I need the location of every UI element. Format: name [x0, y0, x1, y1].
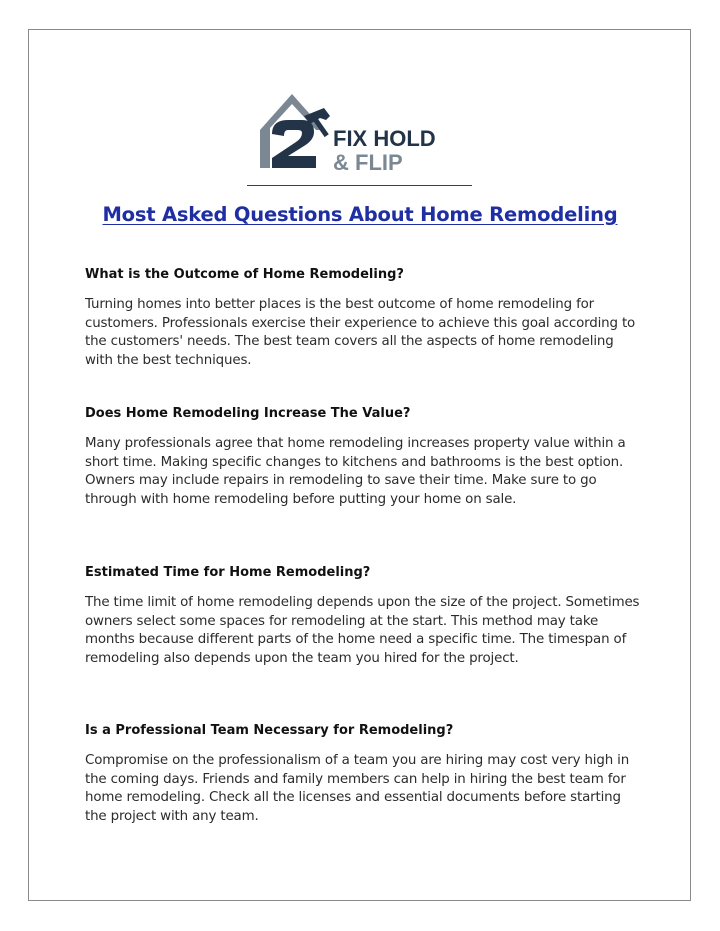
faq-answer: Many professionals agree that home remodeling increases property value within a short time. Making specific changes to kitchens and bathrooms is the best option. Owners may include repairs in remodeling to save their time. Make sure to go through with home remodeling before putting your home on sale.: [85, 436, 626, 507]
faq-item: [85, 564, 645, 668]
faq-question: What is the Outcome of Home Remodeling?: [85, 267, 404, 282]
faq-item: [85, 722, 645, 826]
faq-item: [85, 405, 645, 509]
faq-question: Estimated Time for Home Remodeling?: [85, 565, 371, 580]
faq-item: [85, 266, 645, 370]
faq-answer: Turning homes into better places is the best outcome of home remodeling for customers. Professionals exercise their experience to achieve this goal according to the customers' needs. The best team covers all the aspects of home remodeling with the best techniques.: [85, 297, 636, 368]
logo-text-line1: FIX HOLD: [333, 126, 436, 151]
faq-question: Is a Professional Team Necessary for Remodeling?: [85, 723, 454, 738]
logo: [258, 90, 448, 176]
faq-answer: Compromise on the professionalism of a team you are hiring may cost very high in the coming days. Friends and family members can help in hiring the best team for home remodeling. Check all the licenses and essential documents before starting the project with any team.: [85, 753, 630, 824]
page-title: Most Asked Questions About Home Remodeling: [102, 203, 618, 226]
faq-answer: The time limit of home remodeling depends upon the size of the project. Sometimes owners select some spaces for remodeling at the start. This method may take months because different parts of the home need a specific time. The timespan of remodeling also depends upon the team you hired for the project.: [85, 595, 640, 666]
logo-text-line2: & FLIP: [333, 150, 403, 175]
logo-divider: [247, 185, 472, 186]
house-hammer-icon: [258, 90, 448, 176]
faq-question: Does Home Remodeling Increase The Value?: [85, 406, 411, 421]
